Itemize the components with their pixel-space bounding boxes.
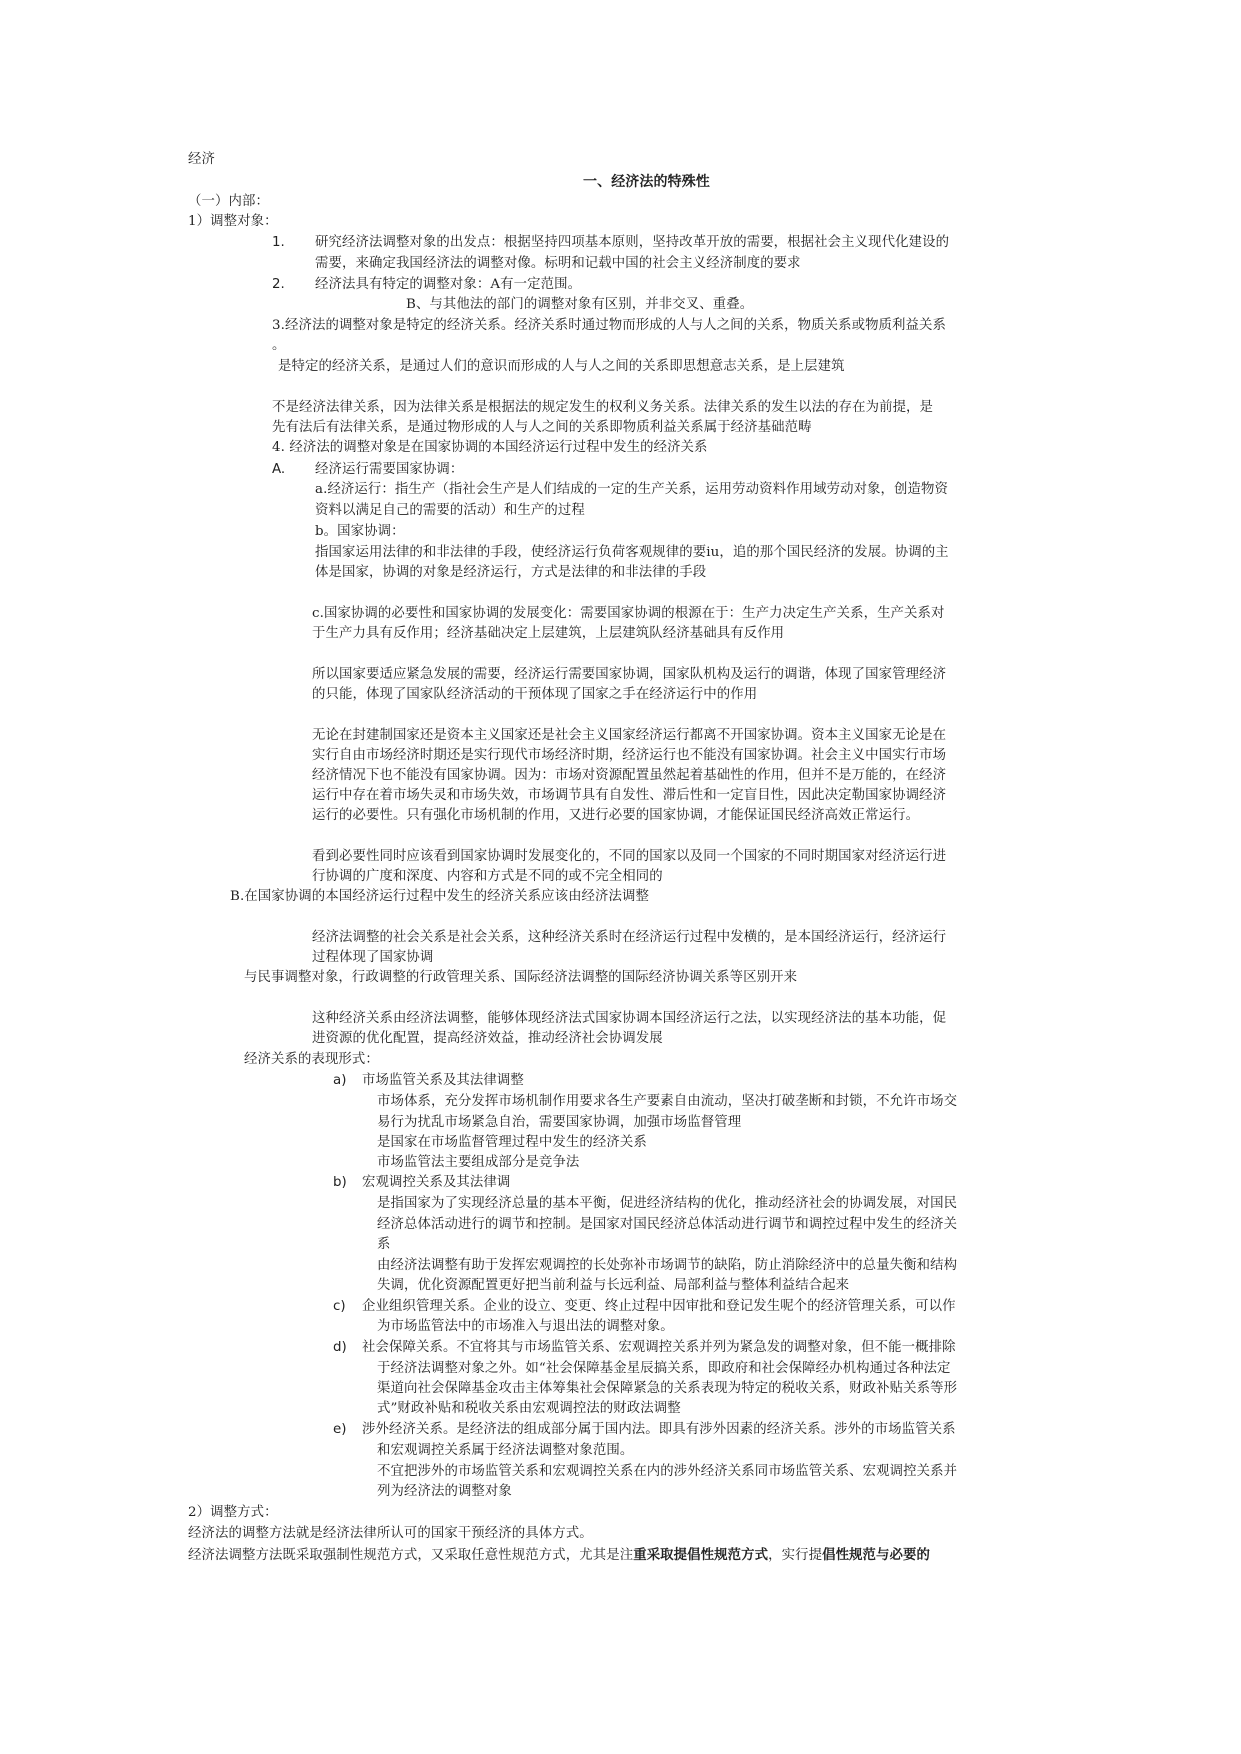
- bold-run: 重采取提倡性规范方式: [633, 1547, 769, 1563]
- doc-label: 经济: [188, 152, 215, 167]
- sub-c-line: c.国家协调的必要性和国家协调的发展变化：需要国家协调的根源在于：生产力决定生产关系，生产关系对: [312, 606, 945, 621]
- item-A-line: 经济运行需要国家协调：: [315, 462, 464, 477]
- paragraph-line: 看到必要性同时应该看到国家协调时发展变化的，不同的国家以及同一个国家的不同时期国家对经济运行进: [312, 849, 947, 864]
- form-b-line: 经济总体活动进行的调节和控制。是国家对国民经济总体活动进行调节和调控过程中发生的经济关: [377, 1217, 958, 1232]
- paragraph-line: 的只能，体现了国家队经济活动的干预体现了国家之手在经济运行中的作用: [312, 687, 758, 702]
- paragraph-line: 与民事调整对象，行政调整的行政管理关系、国际经济法调整的国际经济协调关系等区别开来: [244, 970, 798, 985]
- form-b-line: 是指国家为了实现经济总量的基本平衡，促进经济结构的优化，推动经济社会的协调发展，对国民: [377, 1196, 958, 1211]
- item-3-line: 是特定的经济关系，是通过人们的意识而形成的人与人之间的关系即思想意志关系，是上层建筑: [278, 359, 845, 374]
- form-b-heading: 宏观调控关系及其法律调: [362, 1175, 511, 1190]
- page-title: 一、经济法的特殊性: [583, 174, 710, 190]
- item-1-line: 需要，来确定我国经济法的调整对像。标明和记载中国的社会主义经济制度的要求: [315, 256, 801, 271]
- sub-a-line: a.经济运行：指生产（指社会生产是人们结成的一定的生产关系，运用劳动资料作用域劳动对象，创造物资: [315, 482, 949, 497]
- paragraph-line: 先有法后有法律关系，是通过物形成的人与人之间的关系即物质利益关系属于经济基础范畴: [272, 420, 812, 435]
- paragraph-line: 实行自由市场经济时期还是实行现代市场经济时期，经济运行也不能没有国家协调。社会主义中国实行市场: [312, 748, 947, 763]
- form-a-line: 是国家在市场监督管理过程中发生的经济关系: [377, 1135, 647, 1150]
- item-2-number: 2.: [272, 277, 285, 292]
- form-d-line: 渠道向社会保障基金攻击主体筹集社会保障紧急的关系表现为特定的税收关系，财政补贴关系等形: [377, 1381, 958, 1396]
- item-1-line: 研究经济法调整对象的出发点：根据坚持四项基本原则，坚持改革开放的需要，根据社会主义现代化建设的: [315, 235, 950, 250]
- paragraph-line: 这种经济关系由经济法调整，能够体现经济法式国家协调本国经济运行之法，以实现经济法的基本功能，促: [312, 1011, 947, 1026]
- paragraph-line: [188, 1545, 930, 1566]
- form-e-line: 和宏观调控关系属于经济法调整对象范围。: [377, 1443, 634, 1458]
- form-d-line: 于经济法调整对象之外。如“社会保障基金星辰搞关系，即政府和社会保障经办机构通过各种法定: [377, 1361, 951, 1376]
- forms-heading: 经济关系的表现形式：: [244, 1052, 379, 1067]
- item-3-line: 3.经济法的调整对象是特定的经济关系。经济关系时通过物而形成的人与人之间的关系，物质关系或物质利益关系: [272, 318, 947, 333]
- bold-run: 倡性规范与必要的: [822, 1547, 931, 1563]
- form-a-line: 易行为扰乱市场紧急自治，需要国家协调，加强市场监督管理: [377, 1115, 742, 1130]
- paragraph-line: 运行的必要性。只有强化市场机制的作用，又进行必要的国家协调，才能保证国民经济高效正常运行。: [312, 808, 920, 823]
- paragraph-line: 经济法的调整方法就是经济法律所认可的国家干预经济的具体方式。: [188, 1526, 593, 1541]
- section-inner: （一）内部：: [188, 194, 269, 209]
- form-c-line: 为市场监管法中的市场准入与退出法的调整对象。: [377, 1319, 674, 1334]
- form-a-heading: 市场监管关系及其法律调整: [362, 1073, 524, 1088]
- sub-c-line: 于生产力具有反作用；经济基础决定上层建筑，上层建筑队经济基础具有反作用: [312, 626, 785, 641]
- form-e-line: 涉外经济关系。是经济法的组成部分属于国内法。即具有涉外因素的经济关系。涉外的市场监管关系: [362, 1422, 956, 1437]
- item-2-line: 经济法具有特定的调整对象：A有一定范围。: [315, 277, 582, 292]
- form-b-number: b): [333, 1175, 347, 1190]
- form-b-line: 由经济法调整有助于发挥宏观调控的长处弥补市场调节的缺陷，防止消除经济中的总量失衡和结构: [377, 1258, 958, 1273]
- form-d-line: 社会保障关系。不宜将其与市场监管关系、宏观调控关系并列为紧急发的调整对象，但不能一概排除: [362, 1340, 956, 1355]
- form-c-number: c): [333, 1299, 346, 1314]
- item-4-line: 4. 经济法的调整对象是在国家协调的本国经济运行过程中发生的经济关系: [272, 440, 708, 455]
- item-2-line: B、与其他法的部门的调整对象有区别，并非交叉、重叠。: [406, 297, 754, 312]
- paragraph-line: 所以国家要适应紧急发展的需要，经济运行需要国家协调，国家队机构及运行的调谐，体现了国家管理经济: [312, 667, 947, 682]
- form-e-number: e): [333, 1422, 347, 1437]
- paragraph-line: 过程体现了国家协调: [312, 950, 434, 965]
- text-run: ，实行提: [768, 1548, 823, 1563]
- form-b-line: 失调，优化资源配置更好把当前利益与长远利益、局部利益与整体利益结合起来: [377, 1278, 850, 1293]
- item-3-line: 。: [272, 338, 286, 353]
- form-a-line: 市场体系，充分发挥市场机制作用要求各生产要素自由流动，坚决打破垄断和封锁，不允许市场交: [377, 1094, 958, 1109]
- paragraph-line: 不是经济法律关系，因为法律关系是根据法的规定发生的权利义务关系。法律关系的发生以法的存在为前提，是: [272, 400, 934, 415]
- paragraph-line: 进资源的优化配置，提高经济效益，推动经济社会协调发展: [312, 1031, 663, 1046]
- section-adjust-method: 2）调整方式：: [188, 1505, 278, 1520]
- paragraph-line: 经济法调整的社会关系是社会关系，这种经济关系时在经济运行过程中发横的，是本国经济运行，经济运行: [312, 930, 947, 945]
- section-adjust-object: 1）调整对象：: [188, 214, 278, 229]
- paragraph-line: 行协调的广度和深度、内容和方式是不同的或不完全相同的: [312, 869, 663, 884]
- form-d-line: 式”财政补贴和税收关系由宏观调控法的财政法调整: [377, 1401, 681, 1416]
- form-c-line: 企业组织管理关系。企业的设立、变更、终止过程中因审批和登记发生呢个的经济管理关系，可以作: [362, 1299, 956, 1314]
- sub-b-line: 体是国家，协调的对象是经济运行，方式是法律的和非法律的手段: [315, 565, 707, 580]
- text-run: 经济法调整方法既采取强制性规范方式，又采取任意性规范方式，尤其是注: [188, 1548, 634, 1563]
- form-b-line: 系: [377, 1237, 391, 1252]
- form-a-line: 市场监管法主要组成部分是竞争法: [377, 1155, 580, 1170]
- item-B-line: B.在国家协调的本国经济运行过程中发生的经济关系应该由经济法调整: [230, 889, 650, 904]
- paragraph-line: 无论在封建制国家还是资本主义国家还是社会主义国家经济运行都离不开国家协调。资本主义国家无论是在: [312, 728, 947, 743]
- paragraph-line: 运行中存在着市场失灵和市场失效，市场调节具有自发性、滞后性和一定盲目性，因此决定勒国家协调经济: [312, 788, 947, 803]
- form-e-line: 列为经济法的调整对象: [377, 1484, 512, 1499]
- item-1-number: 1.: [272, 235, 285, 250]
- sub-b-line: 指国家运用法律的和非法律的手段，使经济运行负荷客观规律的要iu，追的那个国民经济的发展。协调的主: [315, 545, 949, 560]
- form-e-line: 不宜把涉外的市场监管关系和宏观调控关系在内的涉外经济关系同市场监管关系、宏观调控关系并: [377, 1464, 958, 1479]
- paragraph-line: 经济情况下也不能没有国家协调。因为：市场对资源配置虽然起着基础性的作用，但并不是万能的，在经济: [312, 768, 947, 783]
- sub-a-line: 资料以满足自己的需要的活动）和生产的过程: [315, 503, 585, 518]
- form-a-number: a): [333, 1073, 347, 1088]
- sub-b-heading: b。国家协调：: [315, 524, 405, 539]
- item-A-number: A.: [272, 462, 286, 477]
- form-d-number: d): [333, 1340, 347, 1355]
